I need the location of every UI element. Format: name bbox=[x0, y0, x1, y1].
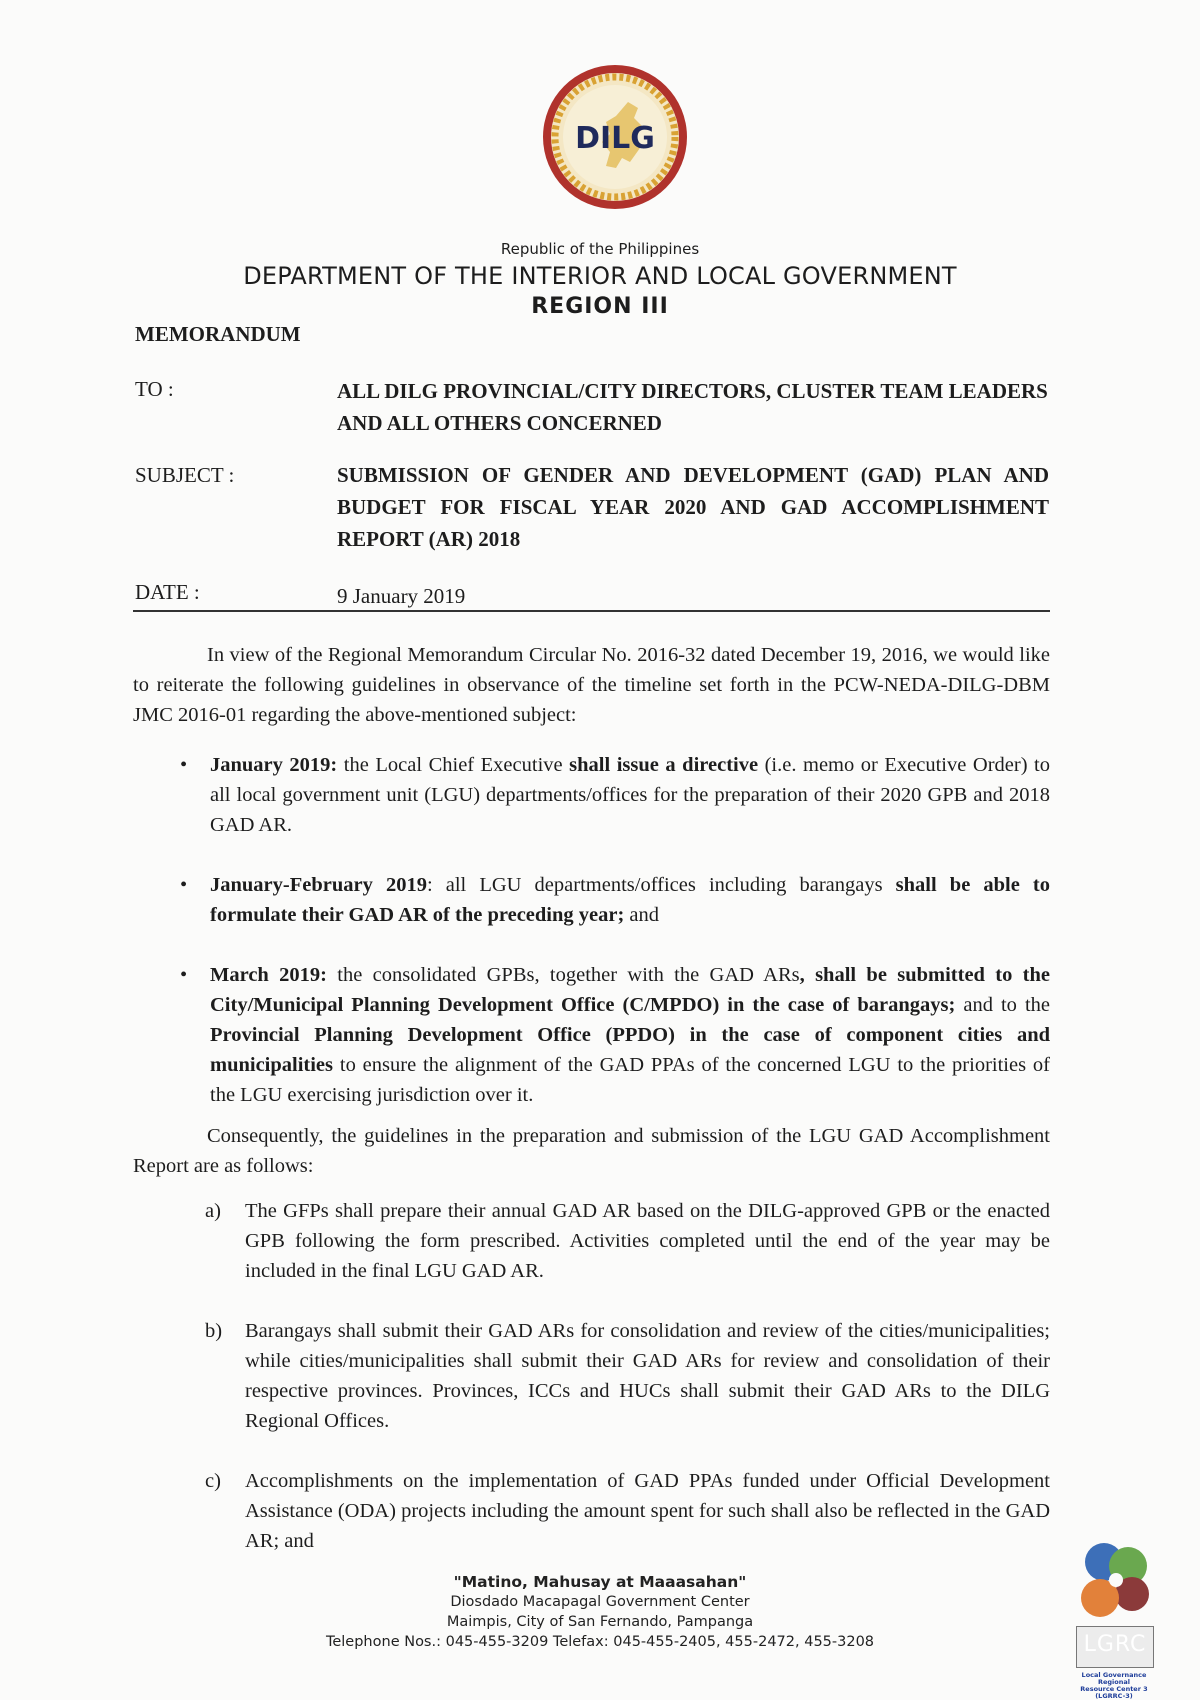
footer-address-line1: Diosdado Macapagal Government Center bbox=[450, 1594, 750, 1610]
intro-paragraph: In view of the Regional Memorandum Circular No. 2016-32 dated December 19, 2016, we would like to reiterate the following guidelines in observance of the timeline set forth in the PCW-NEDA-DILG-DBM JMC 2016-01 regarding the above-mentioned subject: bbox=[133, 644, 1050, 726]
bullet-bold: March 2019: bbox=[210, 964, 327, 986]
date-label: DATE : bbox=[135, 580, 200, 604]
bullet-text: and bbox=[624, 904, 660, 926]
memo-title: MEMORANDUM bbox=[135, 322, 301, 346]
bullet-text: to ensure the alignment of the GAD PPAs of the concerned LGU to the priorities of the LGU exercising jurisdiction over it. bbox=[210, 1054, 1050, 1106]
dilg-seal-logo bbox=[540, 62, 690, 212]
header-divider bbox=[133, 610, 1050, 612]
region-name: REGION III bbox=[531, 294, 669, 319]
bullet-item bbox=[180, 960, 1050, 1110]
guideline-item-a bbox=[205, 1196, 1050, 1286]
list-item-text: Accomplishments on the implementation of GAD PPAs funded under Official Development Assistance (ODA) projects including the amount spent for such shall also be reflected in the GAD AR; and bbox=[245, 1470, 1050, 1552]
bullet-bold: , shall be submitted to the City/Municipal Planning Development Office (C/MPDO) in the case of barangays; bbox=[210, 964, 1051, 1016]
subject-value: SUBMISSION OF GENDER AND DEVELOPMENT (GAD) PLAN AND BUDGET FOR FISCAL YEAR 2020 AND GAD ACCOMPLISHMENT REPORT (AR) 2018 bbox=[337, 463, 1049, 551]
republic-line: Republic of the Philippines bbox=[500, 240, 700, 258]
to-value: ALL DILG PROVINCIAL/CITY DIRECTORS, CLUSTER TEAM LEADERS AND ALL OTHERS CONCERNED bbox=[337, 379, 1048, 435]
lgrc-subtitle bbox=[1066, 1672, 1162, 1700]
bullet-bold: January 2019: bbox=[210, 754, 338, 776]
bullet-text: and to the bbox=[955, 994, 1050, 1016]
consequently-paragraph: Consequently, the guidelines in the preparation and submission of the LGU GAD Accomplishment Report are as follows: bbox=[133, 1125, 1050, 1177]
bullet-text: : all LGU departments/offices including barangays bbox=[426, 874, 896, 896]
bullet-icon: • bbox=[180, 964, 188, 986]
footer-address-line2: Maimpis, City of San Fernando, Pampanga bbox=[446, 1614, 754, 1630]
bullet-icon: • bbox=[180, 754, 188, 776]
department-name: DEPARTMENT OF THE INTERIOR AND LOCAL GOVERNMENT bbox=[243, 262, 957, 290]
bullet-bold: January-February 2019 bbox=[210, 874, 427, 896]
bullet-text: the consolidated GPBs, together with the GAD ARs bbox=[326, 964, 800, 986]
list-marker: b) bbox=[205, 1320, 223, 1342]
bullet-text: (i.e. memo or Executive Order) to all local government unit (LGU) departments/offices for the preparation of their 2020 GPB and 2018 GAD AR. bbox=[210, 754, 1050, 836]
date-value: 9 January 2019 bbox=[337, 584, 466, 608]
timeline-bullet-list bbox=[180, 750, 1050, 1140]
bullet-bold: shall be able to formulate their GAD AR of the preceding year; bbox=[210, 874, 1051, 926]
footer-phones: Telephone Nos.: 045-455-3209 Telefax: 045-455-2405, 455-2472, 455-3208 bbox=[325, 1634, 875, 1650]
lgrc-petals-icon bbox=[1066, 1536, 1162, 1628]
list-item-text: The GFPs shall prepare their annual GAD AR based on the DILG-approved GPB or the enacted GPB following the form prescribed. Activities completed until the end of the year may be included in the final LGU GAD AR. bbox=[245, 1200, 1050, 1282]
bullet-item bbox=[180, 870, 1050, 930]
lgrc-subtitle-line1: Local Governance Regional bbox=[1081, 1671, 1147, 1686]
list-marker: a) bbox=[205, 1200, 221, 1222]
guideline-item-b bbox=[205, 1316, 1050, 1436]
lgrc-wordmark: LGRC bbox=[1083, 1632, 1147, 1657]
lgrc-subtitle-line2: Resource Center 3 (LGRRC-3) bbox=[1080, 1685, 1148, 1700]
list-item-text: Barangays shall submit their GAD ARs for consolidation and review of the cities/municipalities; while cities/municipalities shall submit their GAD ARs for review and consolidation of their respective provinces. Provinces, ICCs and HUCs shall submit their GAD ARs to the DILG Regional Offices. bbox=[245, 1320, 1050, 1432]
bullet-icon: • bbox=[180, 874, 188, 896]
list-marker: c) bbox=[205, 1470, 221, 1492]
subject-label: SUBJECT : bbox=[135, 463, 235, 487]
bullet-bold: shall issue a directive bbox=[569, 754, 759, 776]
bullet-bold: Provincial Planning Development Office (PPDO) in the case of component cities and municipalities bbox=[210, 1024, 1050, 1076]
bullet-text: the Local Chief Executive bbox=[337, 754, 570, 776]
seal-text: DILG bbox=[575, 121, 655, 156]
bullet-item bbox=[180, 750, 1050, 840]
guideline-item-c bbox=[205, 1466, 1050, 1556]
to-label: TO : bbox=[135, 377, 174, 401]
footer-motto: "Matino, Mahusay at Maaasahan" bbox=[453, 1573, 747, 1591]
lgrc-logo bbox=[1066, 1536, 1162, 1700]
